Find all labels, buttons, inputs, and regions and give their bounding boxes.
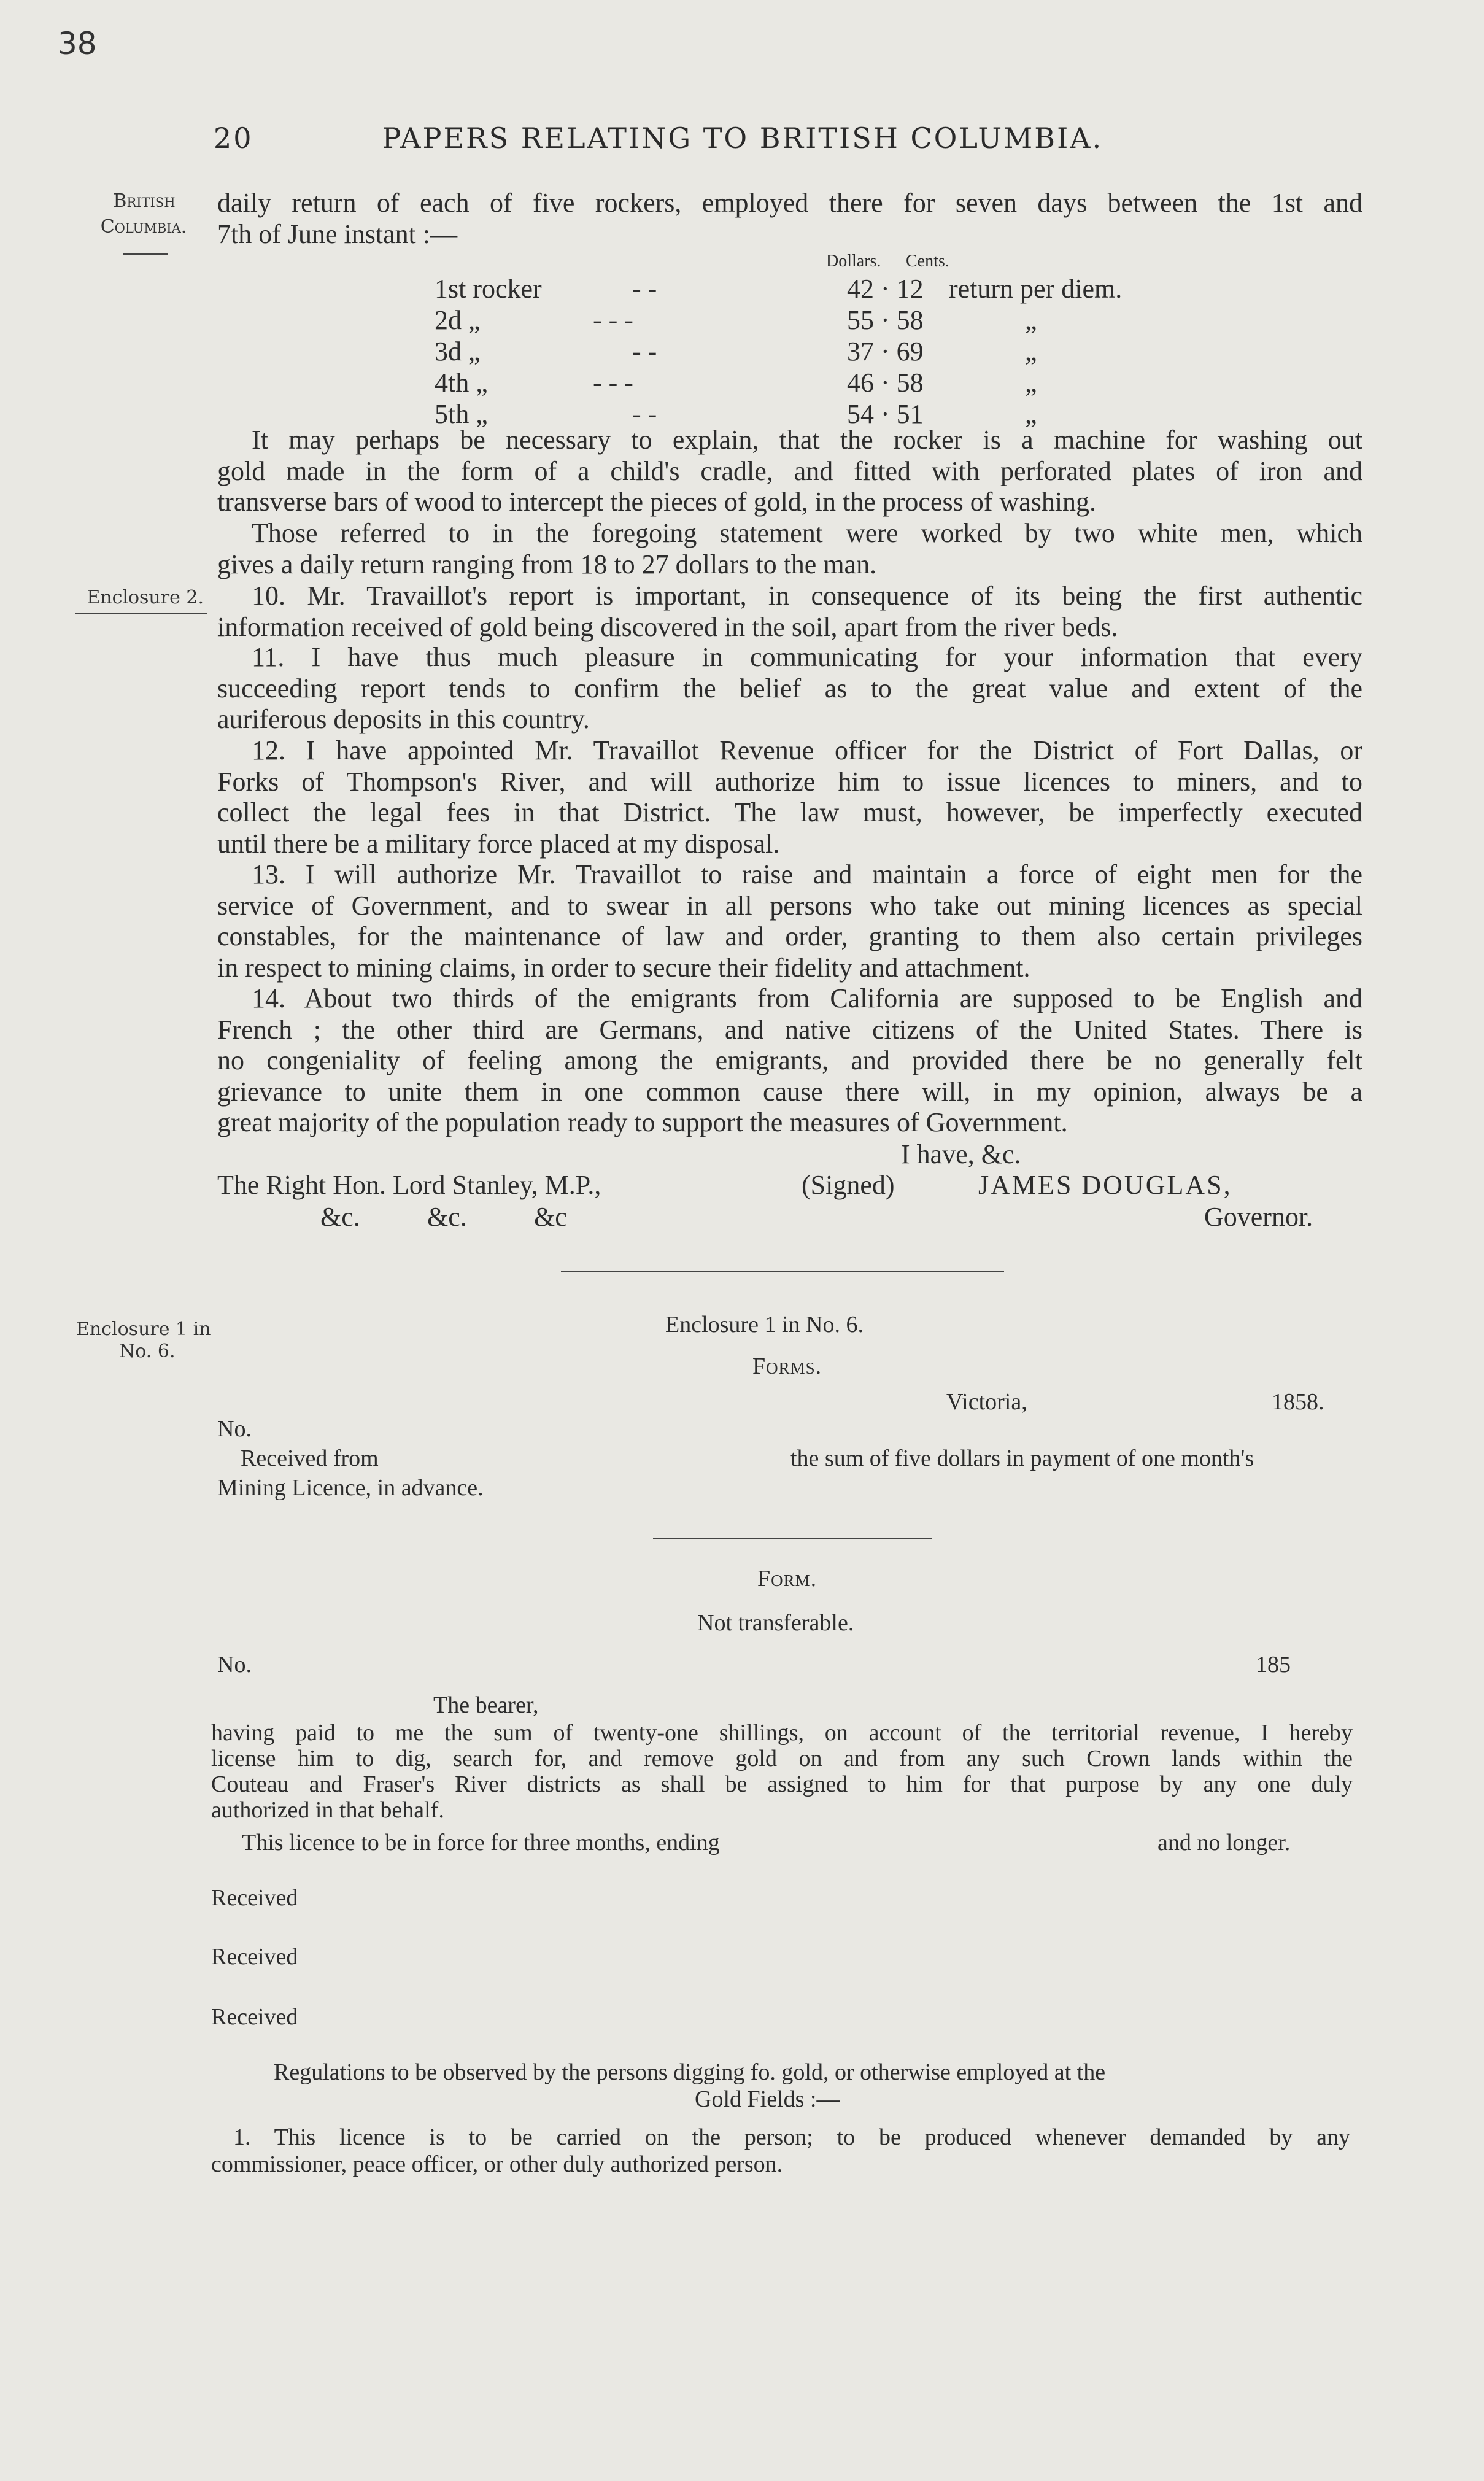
margin-note-rule [123, 253, 168, 255]
row-value: 55 · 58 [847, 305, 924, 335]
received-from: Received from [241, 1446, 379, 1471]
intro-line: daily return of each of five rockers, employed there for seven days between the 1st and [217, 188, 1362, 218]
paragraph-line: 14. About two thirds of the emigrants from California are supposed to be English and [252, 983, 1362, 1013]
licence-line: license him to dig, search for, and remove gold on and from any such Crown lands within the [211, 1746, 1353, 1771]
row-dashes: - - - [593, 305, 633, 335]
licence-line: having paid to me the sum of twenty-one shillings, on account of the territorial revenue, I hereby [211, 1720, 1353, 1746]
row-note: return per diem. [949, 274, 1123, 304]
no-longer: and no longer. [1157, 1830, 1291, 1856]
paragraph-line: transverse bars of wood to intercept the pieces of gold, in the process of washing. [217, 487, 1097, 517]
form-heading: Form. [757, 1566, 817, 1592]
running-head-page: 20 [214, 122, 253, 155]
received-line: Received [211, 2004, 298, 2030]
victoria-label: Victoria, [946, 1389, 1027, 1415]
row-label: 4th „ [435, 368, 488, 398]
row-label: 5th „ [435, 399, 488, 429]
row-label: 2d „ [435, 305, 481, 335]
margin-note-enclosure-1-line2: No. 6. [119, 1341, 176, 1362]
paragraph-line: Forks of Thompson's River, and will authorize him to issue licences to miners, and to [217, 766, 1362, 797]
row-dashes: - - [632, 399, 657, 429]
regulation-line: commissioner, peace officer, or other duly authorized person. [211, 2151, 783, 2177]
form-no: No. [217, 1652, 252, 1678]
paragraph-line: no congeniality of feeling among the emigrants, and provided there be no generally felt [217, 1045, 1362, 1075]
year-label: 1858. [1272, 1389, 1324, 1415]
row-value: 42 · 12 [847, 274, 924, 304]
paragraph-12 [217, 735, 1362, 859]
paragraph-line: French ; the other third are Germans, and native citizens of the United States. There is [217, 1014, 1362, 1045]
not-transferable: Not transferable. [697, 1610, 854, 1636]
paragraph-line: grievance to unite them in one common cause there will, in my opinion, always be a [217, 1076, 1362, 1107]
receipt-no: No. [217, 1416, 252, 1442]
row-dashes: - - [632, 274, 657, 304]
paragraph-13 [217, 859, 1362, 983]
regulation-1 [211, 2124, 1350, 2178]
form-divider [653, 1538, 932, 1539]
paragraph-line: succeeding report tends to confirm the belief as to the great value and extent of the [217, 673, 1362, 703]
mining-licence-advance: Mining Licence, in advance. [217, 1475, 484, 1501]
row-note: „ [1025, 399, 1037, 429]
row-dashes: - - - [593, 368, 633, 398]
licence-line: Couteau and Fraser's River districts as shall be assigned to him for that purpose by any one duly [211, 1771, 1353, 1797]
etc-1: &c. [320, 1202, 360, 1232]
regulation-line: 1. This licence is to be carried on the person; to be produced whenever demanded by any [233, 2124, 1350, 2150]
signatory-title: Governor. [1204, 1202, 1313, 1232]
paragraph-line: gold made in the form of a child's cradle, and fitted with perforated plates of iron and [217, 455, 1362, 486]
intro-line: 7th of June instant :— [217, 219, 458, 249]
paragraph-line: great majority of the population ready to support the measures of Government. [217, 1107, 1068, 1137]
closing: I have, &c. [901, 1139, 1021, 1169]
paragraph-line: 13. I will authorize Mr. Travaillot to raise and maintain a force of eight men for the [252, 859, 1362, 889]
running-head [214, 122, 1103, 155]
intro-paragraph [217, 188, 1362, 250]
paragraph-line: information received of gold being discovered in the soil, apart from the river beds. [217, 611, 1118, 642]
regulations-heading-line1: Regulations to be observed by the persons digging fo. gold, or otherwise employed at the [274, 2059, 1106, 2085]
paragraph-line: It may perhaps be necessary to explain, that the rocker is a machine for washing out [252, 425, 1362, 455]
table-header-cents: Cents. [906, 252, 949, 271]
margin-note-british: British [113, 190, 176, 212]
paragraph-line: until there be a military force placed at my disposal. [217, 828, 780, 859]
paragraph-line: 10. Mr. Travaillot's report is important, in consequence of its being the first authentic [252, 581, 1362, 611]
row-note: „ [1025, 336, 1037, 366]
bearer-label: The bearer, [433, 1692, 539, 1718]
paragraph-line: in respect to mining claims, in order to secure their fidelity and attachment. [217, 952, 1030, 983]
regulations-heading-line2: Gold Fields :— [695, 2086, 840, 2112]
row-note: „ [1025, 305, 1037, 335]
addressee: The Right Hon. Lord Stanley, M.P., [217, 1170, 601, 1200]
etc-3: &c [534, 1202, 567, 1232]
margin-note-enclosure-1-line1: Enclosure 1 in [76, 1318, 211, 1340]
margin-note-columbia: Columbia. [100, 216, 187, 238]
paragraph-10 [217, 581, 1362, 643]
received-line: Received [211, 1885, 298, 1911]
row-label: 3d „ [435, 336, 481, 366]
paragraph-line: auriferous deposits in this country. [217, 704, 590, 734]
margin-note-enclosure-2: Enclosure 2. [87, 587, 204, 608]
running-head-title: PAPERS RELATING TO BRITISH COLUMBIA. [382, 122, 1103, 155]
page-number: 38 [58, 26, 97, 61]
paragraph-line: gives a daily return ranging from 18 to 27 dollars to the man. [217, 549, 877, 579]
table-row [435, 274, 542, 305]
form-year: 185 [1256, 1652, 1291, 1678]
licence-line: authorized in that behalf. [211, 1797, 444, 1823]
table-row [435, 305, 481, 336]
signed-label: (Signed) [802, 1170, 895, 1200]
etc-2: &c. [427, 1202, 467, 1232]
licence-body [211, 1720, 1353, 1823]
row-dashes: - - [632, 336, 657, 366]
paragraph-line: constables, for the maintenance of law and order, granting to them also certain privileges [217, 921, 1362, 951]
section-divider [561, 1271, 1004, 1272]
sum-text: the sum of five dollars in payment of one month's [790, 1446, 1254, 1471]
forms-heading: Forms. [752, 1353, 822, 1379]
licence-force-line: This licence to be in force for three months, ending [242, 1830, 720, 1856]
paragraph-line: collect the legal fees in that District. The law must, however, be imperfectly executed [217, 797, 1362, 827]
paragraph-line: 11. I have thus much pleasure in communicating for your information that every [252, 642, 1362, 672]
paragraph-line: 12. I have appointed Mr. Travaillot Revenue officer for the District of Fort Dallas, or [252, 735, 1362, 765]
row-value: 37 · 69 [847, 336, 924, 366]
table-row [435, 368, 488, 399]
table-row [435, 336, 481, 368]
received-line: Received [211, 1944, 298, 1970]
paragraph-11 [217, 642, 1362, 735]
row-label: 1st rocker [435, 274, 542, 304]
enclosure-heading: Enclosure 1 in No. 6. [665, 1312, 864, 1337]
paragraph-line: Those referred to in the foregoing statement were worked by two white men, which [252, 518, 1362, 548]
table-header-dollars: Dollars. [826, 252, 881, 271]
row-value: 46 · 58 [847, 368, 924, 398]
row-value: 54 · 51 [847, 399, 924, 429]
margin-note-enclosure-1 [76, 1318, 211, 1363]
row-note: „ [1025, 368, 1037, 398]
paragraph-those [217, 518, 1362, 580]
signatory-name: JAMES DOUGLAS, [978, 1170, 1232, 1200]
paragraph-14 [217, 983, 1362, 1139]
paragraph-line: service of Government, and to swear in all persons who take out mining licences as special [217, 890, 1362, 921]
paragraph-rocker [217, 425, 1362, 518]
margin-note-enclosure-2-rule [75, 613, 207, 614]
